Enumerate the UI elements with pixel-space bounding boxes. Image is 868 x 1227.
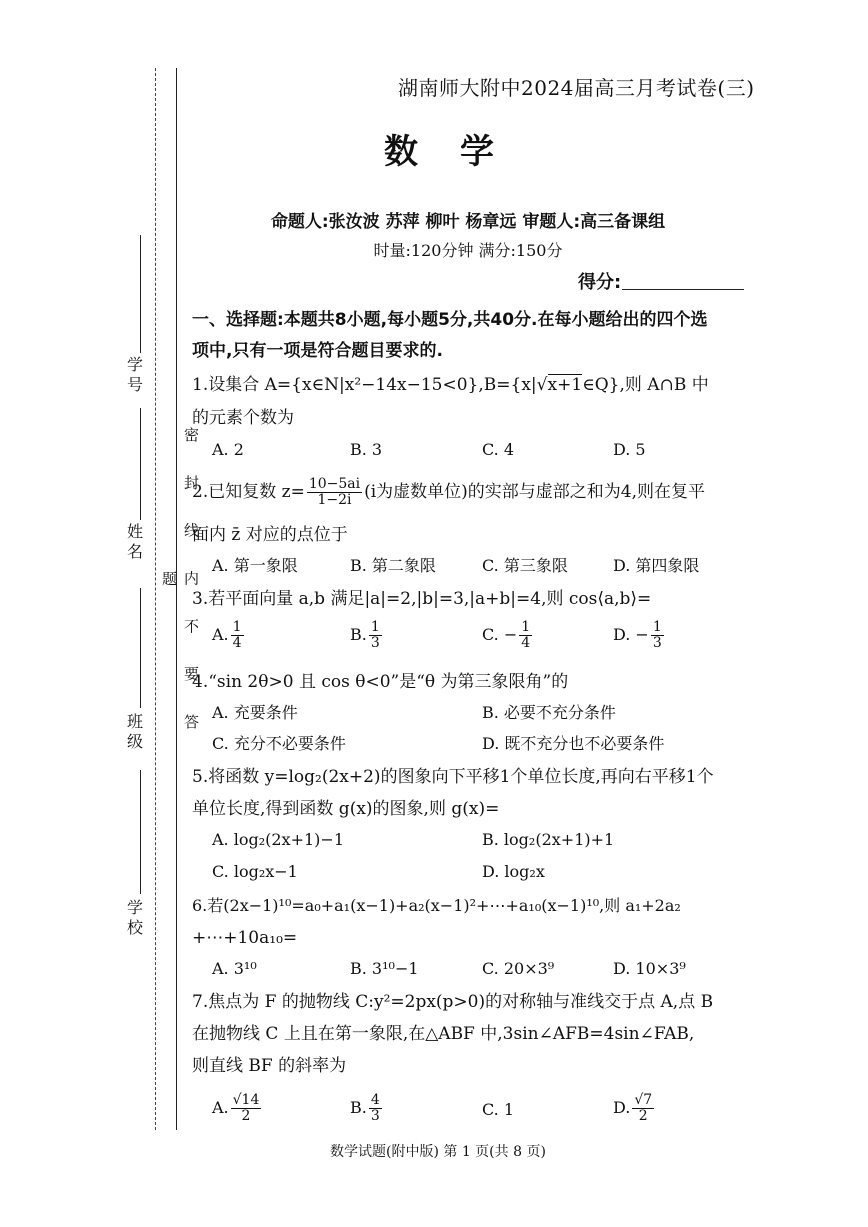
q3-option-c-fraction (519, 620, 532, 651)
q7-option-b[interactable] (350, 1093, 384, 1124)
fold-dashed-line (155, 68, 156, 1130)
authors-line: 命题人:张汝波 苏萍 柳叶 杨章远 审题人:高三备课组 (270, 212, 666, 232)
score-input-line[interactable] (622, 289, 744, 290)
exam-header: 湖南师大附中2024届高三月考试卷(三) (398, 76, 755, 100)
q3-option-b-den: 3 (370, 635, 380, 651)
school-underline (140, 770, 141, 894)
q7-line3: 则直线 BF 的斜率为 (192, 1056, 347, 1076)
q2-suffix: (i为虚数单位)的实部与虚部之和为4,则在复平 (364, 482, 706, 502)
q3-option-a-den: 4 (232, 635, 242, 651)
q2-option-b[interactable]: B. 第二象限 (350, 556, 436, 575)
sqrt-symbol: √ (536, 375, 548, 395)
q6-line2: +⋯+10a₁₀= (192, 928, 298, 948)
q6-option-d[interactable]: D. 10×3⁹ (613, 959, 686, 978)
q5-option-d[interactable]: D. log₂x (482, 862, 545, 881)
q3-option-a-letter: A. (212, 625, 229, 644)
q7-option-d-fraction (632, 1093, 654, 1124)
q6-option-b[interactable]: B. 3¹⁰−1 (350, 959, 419, 978)
q5-option-b[interactable]: B. log₂(2x+1)+1 (482, 830, 615, 849)
q3-option-b-letter: B. (350, 625, 367, 644)
name-field[interactable] (124, 408, 146, 588)
q6-option-a[interactable]: A. 3¹⁰ (212, 959, 257, 978)
q2-fraction (307, 477, 362, 508)
question-4: 4.“sin 2θ>0 且 cos θ<0”是“θ 为第三象限角”的 (192, 672, 569, 692)
q1-option-d[interactable]: D. 5 (613, 440, 646, 459)
q7-option-a-fraction (231, 1093, 262, 1124)
q7-option-a[interactable] (212, 1093, 263, 1124)
q3-option-a[interactable] (212, 620, 246, 651)
q4-option-c[interactable]: C. 充分不必要条件 (212, 734, 346, 753)
school-field[interactable] (124, 770, 146, 950)
q1-radicand: x+1 (547, 375, 583, 395)
student-id-field[interactable] (124, 235, 146, 420)
q1-end: ∈Q},则 A∩B 中 (582, 375, 709, 395)
q4-option-d[interactable]: D. 既不充分也不必要条件 (482, 734, 665, 753)
seal-warning-text: 密 封 线 内 不 要 答 题 (160, 427, 200, 743)
score-label: 得分: (578, 272, 622, 293)
q3-option-b[interactable] (350, 620, 384, 651)
q7-option-b-letter: B. (350, 1098, 367, 1117)
class-field[interactable] (124, 588, 146, 768)
q1-option-b[interactable]: B. 3 (350, 440, 383, 459)
student-id-label: 学 号 (126, 355, 143, 394)
q2-option-a[interactable]: A. 第一象限 (212, 556, 298, 575)
q1-line2: 的元素个数为 (192, 408, 294, 428)
q5-line2: 单位长度,得到函数 g(x)的图象,则 g(x)= (192, 799, 500, 819)
subject-title: 数学 (384, 132, 536, 172)
q2-option-d[interactable]: D. 第四象限 (613, 556, 700, 575)
q1-option-c[interactable]: C. 4 (482, 440, 515, 459)
q3-option-c[interactable] (482, 620, 534, 651)
q5-option-a[interactable]: A. log₂(2x+1)−1 (212, 830, 344, 849)
q7-option-d-letter: D. (613, 1098, 631, 1117)
q7-option-d[interactable] (613, 1093, 656, 1124)
q1-setA: {x∈N|x²−14x−15<0} (291, 375, 479, 395)
q7-option-a-num: √14 (232, 1092, 260, 1108)
question-5: 5.将函数 y=log₂(2x+2)的图象向下平移1个单位长度,再向右平移1个 (192, 767, 714, 787)
q7-line2: 在抛物线 C 上且在第一象限,在△ABF 中,3sin∠AFB=4sin∠FAB, (192, 1024, 695, 1044)
question-2 (192, 477, 752, 508)
time-score-line: 时量:120分钟 满分:150分 (373, 241, 563, 260)
q3-option-d-num: 1 (652, 619, 662, 635)
q7-option-b-fraction (369, 1093, 382, 1124)
q3-option-c-num: 1 (521, 619, 531, 635)
question-1 (192, 370, 752, 400)
section-heading-line1: 一、选择题:本题共8小题,每小题5分,共40分.在每小题给出的四个选 (192, 310, 708, 330)
section-heading (192, 305, 752, 367)
q3-option-c-letter: C. − (482, 625, 518, 644)
q2-option-c[interactable]: C. 第三象限 (482, 556, 568, 575)
q6-option-c[interactable]: C. 20×3⁹ (482, 959, 555, 978)
q1-prefix: 1.设集合 A= (192, 375, 292, 395)
q3-option-b-num: 1 (370, 619, 380, 635)
q4-option-b[interactable]: B. 必要不充分条件 (482, 703, 616, 722)
page-footer: 数学试题(附中版) 第 1 页(共 8 页) (330, 1144, 546, 1160)
class-label: 班 级 (126, 712, 143, 751)
q7-option-d-den: 2 (638, 1108, 648, 1124)
q3-option-d-letter: D. − (613, 625, 649, 644)
q4-option-a[interactable]: A. 充要条件 (212, 703, 298, 722)
q2-prefix: 2.已知复数 z= (192, 482, 305, 502)
q3-option-b-fraction (369, 620, 382, 651)
q1-mid: ,B={x| (478, 375, 537, 395)
q2-line2: 面内 z̄ 对应的点位于 (192, 525, 348, 545)
q2-numerator: 10−5ai (308, 476, 361, 492)
q3-option-c-den: 4 (521, 635, 531, 651)
q5-option-c[interactable]: C. log₂x−1 (212, 862, 298, 881)
question-3: 3.若平面向量 a,b 满足|a|=2,|b|=3,|a+b|=4,则 cos⟨a,b⟩= (192, 589, 652, 609)
name-underline (140, 408, 141, 520)
q3-option-a-num: 1 (232, 619, 242, 635)
q3-option-a-fraction (231, 620, 244, 651)
q3-option-d-fraction (651, 620, 664, 651)
q7-option-a-den: 2 (241, 1108, 251, 1124)
student-id-underline (140, 235, 141, 353)
q7-option-b-num: 4 (370, 1092, 380, 1108)
q2-denominator: 1−2i (317, 492, 352, 508)
question-6: 6.若(2x−1)¹⁰=a₀+a₁(x−1)+a₂(x−1)²+⋯+a₁₀(x−1)¹⁰,则 a₁+2a₂ (192, 896, 681, 915)
q7-option-b-den: 3 (370, 1108, 380, 1124)
q7-option-c[interactable]: C. 1 (482, 1100, 515, 1119)
name-label: 姓 名 (126, 522, 143, 561)
class-underline (140, 588, 141, 708)
q7-option-d-num: √7 (634, 1092, 653, 1108)
q3-option-d-den: 3 (652, 635, 662, 651)
question-7: 7.焦点为 F 的抛物线 C:y²=2px(p>0)的对称轴与准线交于点 A,点 B (192, 992, 714, 1012)
school-label: 学 校 (126, 898, 143, 937)
section-heading-line2: 项中,只有一项是符合题目要求的. (192, 341, 443, 361)
q3-option-d[interactable] (613, 620, 666, 651)
q7-option-a-letter: A. (212, 1098, 229, 1117)
q1-option-a[interactable]: A. 2 (212, 440, 244, 459)
